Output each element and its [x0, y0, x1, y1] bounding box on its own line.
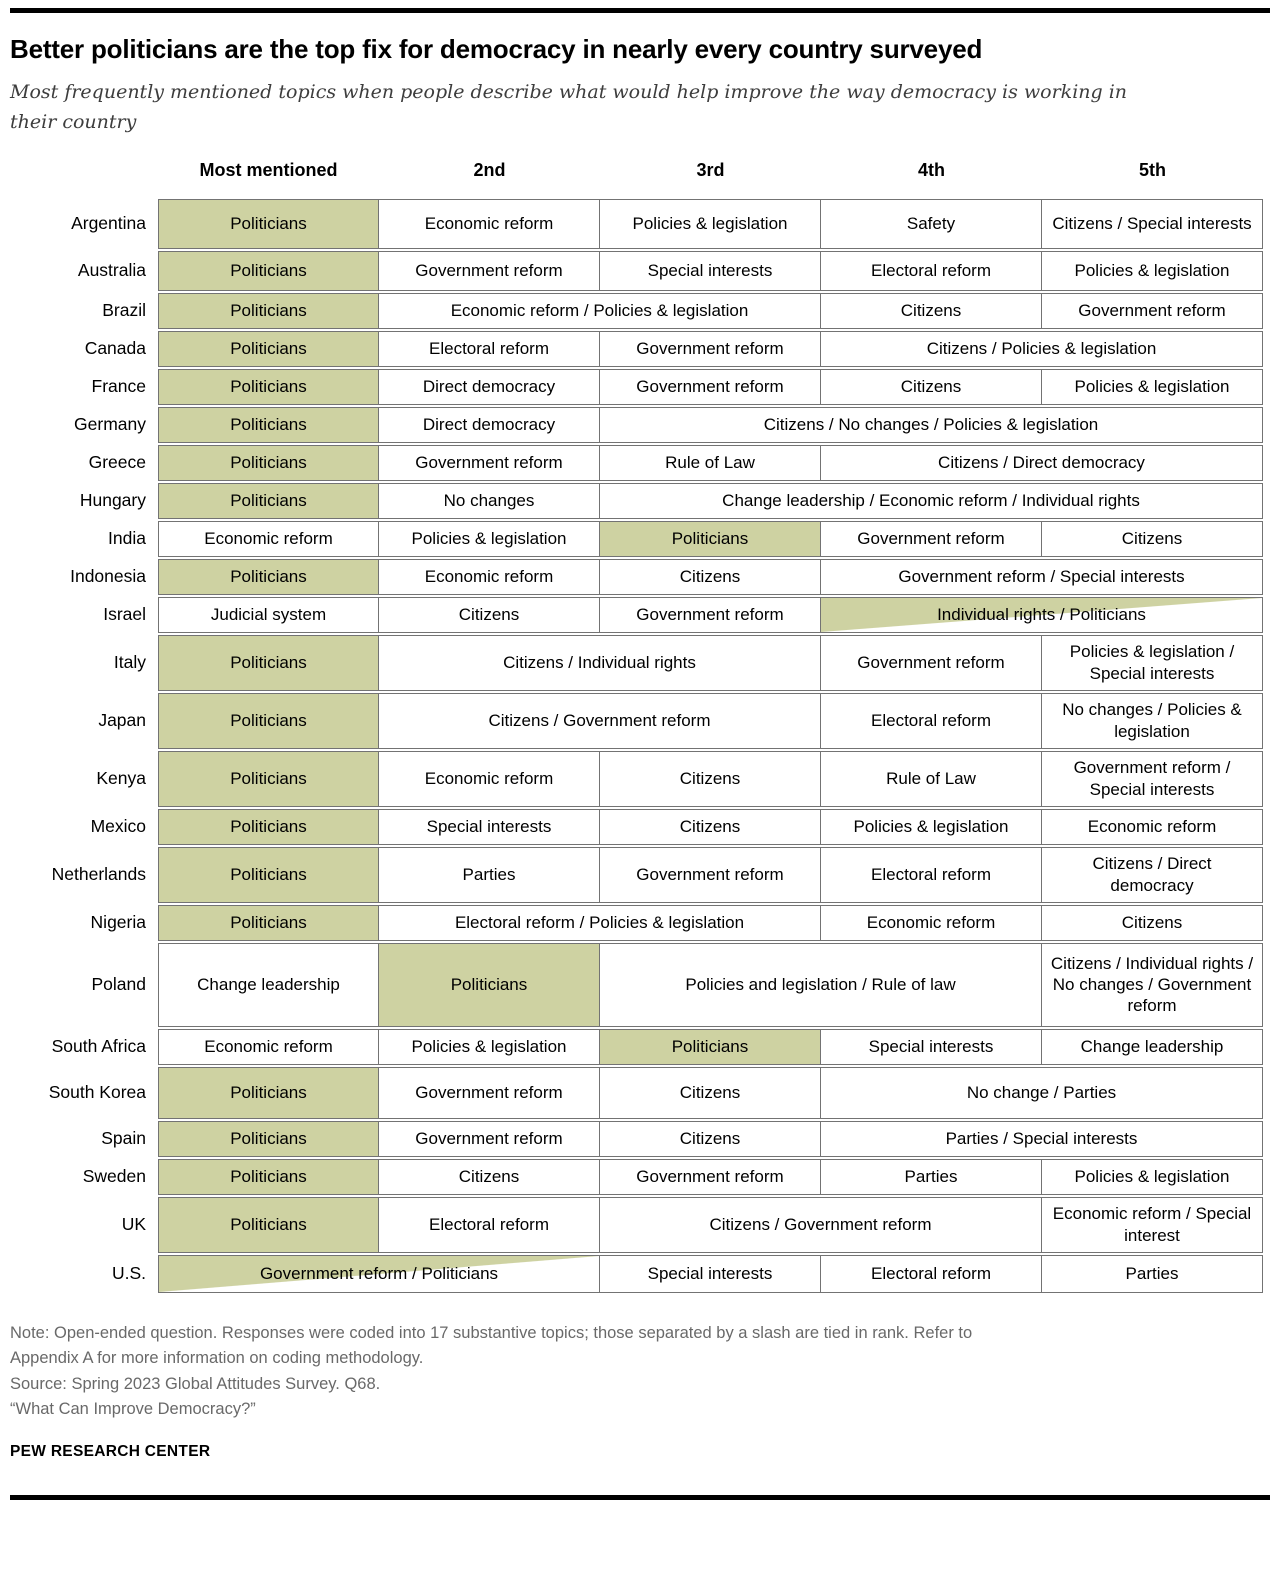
topic-cell: Special interests [821, 1029, 1042, 1065]
table-row [10, 943, 1263, 1027]
topic-cell: Special interests [600, 251, 821, 291]
topic-cell: Citizens [600, 809, 821, 845]
topic-cell: Policies & legislation [600, 199, 821, 249]
header-spacer [10, 160, 158, 197]
country-label: South Africa [51, 1036, 146, 1057]
rank-table [10, 158, 1263, 1295]
table-row [10, 1067, 1263, 1119]
country-label: Kenya [96, 768, 146, 789]
topic-cell: Citizens [821, 369, 1042, 405]
country-label: Greece [88, 452, 146, 473]
topic-cell: Direct democracy [379, 369, 600, 405]
country-label: India [108, 528, 146, 549]
table-row [10, 1197, 1263, 1253]
table-row [10, 251, 1263, 291]
topic-cell: Electoral reform [379, 331, 600, 367]
table-row [10, 293, 1263, 329]
topic-cell: Parties [379, 847, 600, 903]
topic-cell: Electoral reform [821, 693, 1042, 749]
table-row [10, 445, 1263, 481]
topic-cell: Rule of Law [600, 445, 821, 481]
topic-cell: Citizens [1042, 905, 1263, 941]
topic-cell: Politicians [158, 483, 379, 519]
topic-cell: Government reform [821, 635, 1042, 691]
table-row [10, 559, 1263, 595]
topic-cell: Citizens [600, 751, 821, 807]
topic-cell: Citizens / Special interests [1042, 199, 1263, 249]
country-label: Japan [98, 710, 146, 731]
country-label: South Korea [48, 1082, 146, 1103]
country-label: Argentina [71, 213, 146, 234]
topic-cell: Citizens / Policies & legislation [821, 331, 1263, 367]
table-row [10, 1029, 1263, 1065]
table-row [10, 369, 1263, 405]
topic-cell: Policies & legislation [1042, 369, 1263, 405]
topic-cell: Citizens [1042, 521, 1263, 557]
topic-cell: Politicians [158, 847, 379, 903]
topic-cell: Politicians [379, 943, 600, 1027]
note-line-1: Note: Open-ended question. Responses were coded into 17 substantive topics; those separated by a slash are tied in rank. Refer to [10, 1323, 973, 1342]
topic-cell: Special interests [600, 1255, 821, 1293]
topic-cell: Policies & legislation [1042, 251, 1263, 291]
table-row [10, 809, 1263, 845]
topic-cell: Citizens [600, 1121, 821, 1157]
topic-cell: Citizens [379, 1159, 600, 1195]
topic-cell: Economic reform / Policies & legislation [379, 293, 821, 329]
table-row [10, 199, 1263, 249]
topic-cell: Electoral reform [821, 251, 1042, 291]
topic-cell: Electoral reform [821, 847, 1042, 903]
topic-cell: Citizens / Direct democracy [821, 445, 1263, 481]
topic-cell: Economic reform [158, 1029, 379, 1065]
table-row [10, 483, 1263, 519]
col-header-5th: 5th [1139, 159, 1166, 180]
country-label: Brazil [102, 300, 146, 321]
topic-cell: Citizens / Government reform [379, 693, 821, 749]
table-row [10, 905, 1263, 941]
topic-cell: Individual rights / Politicians [821, 597, 1263, 633]
country-label: Mexico [90, 816, 146, 837]
country-label: Netherlands [51, 864, 146, 885]
col-header-2nd: 2nd [473, 159, 506, 180]
country-label: Hungary [79, 490, 146, 511]
topic-cell: Government reform [600, 847, 821, 903]
topic-cell: Politicians [158, 751, 379, 807]
topic-cell: Citizens / Government reform [600, 1197, 1042, 1253]
topic-cell: Policies & legislation [821, 809, 1042, 845]
country-label: UK [121, 1214, 146, 1235]
topic-cell: Economic reform [821, 905, 1042, 941]
topic-cell: Government reform [1042, 293, 1263, 329]
topic-cell: Politicians [158, 693, 379, 749]
country-label: Poland [91, 974, 146, 995]
topic-cell: Politicians [158, 1159, 379, 1195]
topic-cell: Policies & legislation [379, 1029, 600, 1065]
topic-cell: Government reform [600, 331, 821, 367]
topic-cell: Economic reform / Special interest [1042, 1197, 1263, 1253]
figure-title: Better politicians are the top fix for democracy in nearly every country surveyed [10, 34, 983, 64]
topic-cell: Change leadership [1042, 1029, 1263, 1065]
country-label: Sweden [82, 1166, 146, 1187]
figure-footer [10, 1321, 1270, 1461]
topic-cell: Change leadership / Economic reform / Individual rights [600, 483, 1263, 519]
table-row [10, 751, 1263, 807]
topic-cell: Parties [821, 1159, 1042, 1195]
topic-cell: Politicians [158, 809, 379, 845]
topic-cell: Politicians [158, 445, 379, 481]
country-label: Indonesia [70, 566, 146, 587]
topic-cell: Politicians [158, 1197, 379, 1253]
topic-cell: Rule of Law [821, 751, 1042, 807]
table-row [10, 847, 1263, 903]
topic-cell: Politicians [158, 331, 379, 367]
topic-cell: Politicians [158, 199, 379, 249]
country-label: Germany [74, 414, 146, 435]
topic-cell: Citizens / Individual rights [379, 635, 821, 691]
topic-cell: Government reform / Special interests [821, 559, 1263, 595]
table-row [10, 1159, 1263, 1195]
topic-cell: Politicians [158, 369, 379, 405]
topic-cell: Economic reform [379, 199, 600, 249]
country-label: U.S. [111, 1263, 146, 1284]
note-line-2: Appendix A for more information on coding methodology. [10, 1349, 424, 1368]
topic-cell: Government reform [379, 1121, 600, 1157]
country-label: Canada [84, 338, 146, 359]
topic-cell: Citizens [600, 1067, 821, 1119]
note-block [10, 1321, 1270, 1423]
subtitle-line-1: Most frequently mentioned topics when people describe what would help improve the way democracy is working in [10, 80, 1128, 103]
topic-cell: Economic reform [379, 559, 600, 595]
topic-cell: Citizens / No changes / Policies & legislation [600, 407, 1263, 443]
source-line: Source: Spring 2023 Global Attitudes Survey. Q68. [10, 1374, 381, 1393]
topic-cell: Safety [821, 199, 1042, 249]
table-row [10, 597, 1263, 633]
subtitle-line-2: their country [10, 111, 137, 134]
table-row [10, 521, 1263, 557]
topic-cell: Parties / Special interests [821, 1121, 1263, 1157]
topic-cell: Government reform [600, 369, 821, 405]
col-header-3rd: 3rd [696, 159, 725, 180]
topic-cell: Electoral reform [379, 1197, 600, 1253]
topic-cell: Economic reform [1042, 809, 1263, 845]
table-row [10, 331, 1263, 367]
topic-cell: Government reform [379, 445, 600, 481]
topic-cell: Government reform / Special interests [1042, 751, 1263, 807]
topic-cell: Politicians [158, 251, 379, 291]
country-label: Israel [103, 604, 146, 625]
figure-page [0, 8, 1280, 1500]
topic-cell: No changes [379, 483, 600, 519]
topic-cell: No change / Parties [821, 1067, 1263, 1119]
topic-cell: Government reform [821, 521, 1042, 557]
table-row [10, 635, 1263, 691]
topic-cell: Citizens / Individual rights / No changes / Government reform [1042, 943, 1263, 1027]
country-label: Italy [113, 652, 146, 673]
topic-cell: Electoral reform [821, 1255, 1042, 1293]
topic-cell: Change leadership [158, 943, 379, 1027]
topic-cell: Politicians [158, 635, 379, 691]
header-row [10, 160, 1263, 197]
col-header-4th: 4th [918, 159, 945, 180]
topic-cell: Policies & legislation / Special interests [1042, 635, 1263, 691]
topic-cell: Politicians [158, 407, 379, 443]
country-label: Nigeria [90, 912, 146, 933]
top-rule [10, 8, 1270, 13]
topic-cell: Citizens [379, 597, 600, 633]
country-label: France [91, 376, 146, 397]
table-row [10, 1121, 1263, 1157]
country-label: Australia [77, 260, 146, 281]
topic-cell: Government reform [379, 251, 600, 291]
table-row [10, 407, 1263, 443]
table-body [10, 199, 1263, 1293]
topic-cell: Economic reform [158, 521, 379, 557]
rank-table-header [10, 160, 1263, 197]
topic-cell: Electoral reform / Policies & legislation [379, 905, 821, 941]
topic-cell: Politicians [158, 1121, 379, 1157]
table-row [10, 693, 1263, 749]
topic-cell: Government reform [600, 597, 821, 633]
topic-cell: Policies & legislation [1042, 1159, 1263, 1195]
topic-cell: Policies & legislation [379, 521, 600, 557]
topic-cell: Government reform [379, 1067, 600, 1119]
topic-cell: Judicial system [158, 597, 379, 633]
topic-cell: Politicians [158, 293, 379, 329]
topic-cell: Politicians [600, 521, 821, 557]
figure-subtitle [10, 77, 1270, 138]
topic-cell: Politicians [158, 905, 379, 941]
topic-cell: Government reform / Politicians [158, 1255, 600, 1293]
topic-cell: Special interests [379, 809, 600, 845]
col-header-most-mentioned: Most mentioned [199, 159, 338, 180]
topic-cell: Politicians [158, 1067, 379, 1119]
topic-cell: Economic reform [379, 751, 600, 807]
topic-cell: Parties [1042, 1255, 1263, 1293]
topic-cell: Politicians [158, 559, 379, 595]
bottom-rule [10, 1495, 1270, 1500]
topic-cell: Citizens [600, 559, 821, 595]
topic-cell: Citizens [821, 293, 1042, 329]
topic-cell: Direct democracy [379, 407, 600, 443]
topic-cell: No changes / Policies & legislation [1042, 693, 1263, 749]
topic-cell: Politicians [600, 1029, 821, 1065]
country-label: Spain [101, 1128, 146, 1149]
brand-wordmark: PEW RESEARCH CENTER [10, 1442, 211, 1460]
question-line: “What Can Improve Democracy?” [10, 1400, 256, 1419]
table-row [10, 1255, 1263, 1293]
topic-cell: Policies and legislation / Rule of law [600, 943, 1042, 1027]
topic-cell: Citizens / Direct democracy [1042, 847, 1263, 903]
topic-cell: Government reform [600, 1159, 821, 1195]
